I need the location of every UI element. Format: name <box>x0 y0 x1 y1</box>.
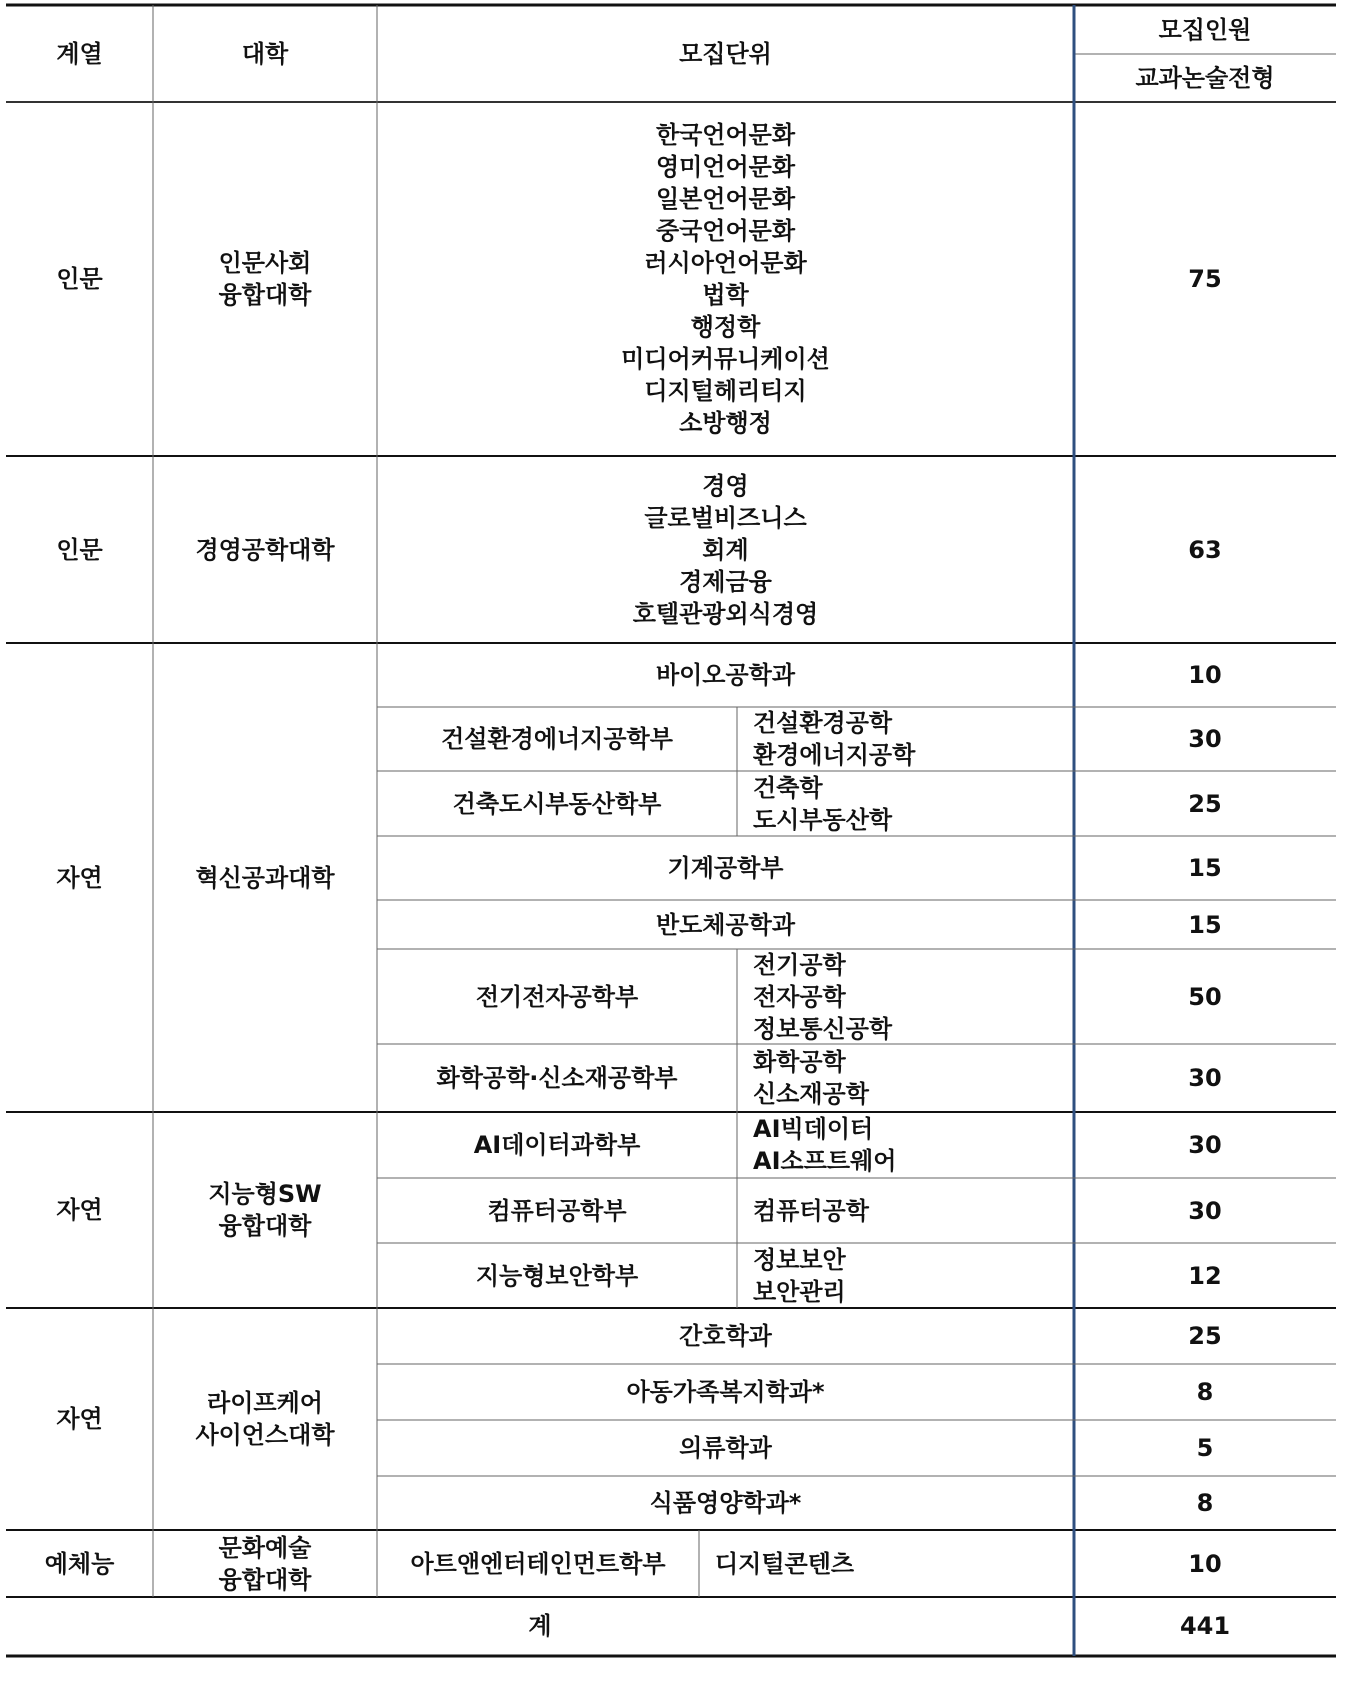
count-cell: 8 <box>1196 1378 1214 1406</box>
unit-cell: 지능형보안학부 <box>475 1261 639 1290</box>
header-recruit: 모집인원 <box>1158 16 1252 44</box>
series-cell: 인문 <box>56 265 103 293</box>
unit-list-line: 소방행정 <box>679 409 772 437</box>
major-list-line: 환경에너지공학 <box>753 741 916 769</box>
count-cell: 30 <box>1188 1064 1222 1092</box>
unit-cell: 식품영양학과* <box>649 1489 802 1517</box>
college-cell-line: 융합대학 <box>218 1212 312 1240</box>
unit-list-line: 회계 <box>702 535 749 564</box>
unit-list-line: 법학 <box>702 281 749 309</box>
unit-cell: 간호학과 <box>679 1322 772 1350</box>
unit-list-line: 행정학 <box>690 313 761 341</box>
major-list-line: 신소재공학 <box>753 1080 869 1108</box>
major-list <box>737 949 1074 1044</box>
major-list-line: 컴퓨터공학 <box>753 1196 869 1225</box>
major-list-line: 전기공학 <box>753 950 846 979</box>
major-list-line: 화학공학 <box>753 1048 846 1076</box>
unit-cell: 컴퓨터공학부 <box>487 1196 627 1225</box>
count-cell: 63 <box>1188 535 1222 564</box>
major-list <box>737 707 1074 771</box>
major-list <box>737 1178 1074 1243</box>
unit-cell: 건설환경에너지공학부 <box>441 725 673 753</box>
unit-cell: 반도체공학과 <box>655 910 796 939</box>
count-cell: 8 <box>1196 1489 1214 1517</box>
series-cell: 인문 <box>56 535 103 564</box>
series-cell: 자연 <box>56 1405 103 1433</box>
major-list <box>737 771 1074 836</box>
college-cell-line: 지능형SW <box>208 1180 322 1208</box>
series-cell: 예체능 <box>44 1549 115 1578</box>
header-college: 대학 <box>241 40 289 68</box>
unit-list-line: 영미언어문화 <box>655 153 796 181</box>
college-cell-line: 경영공학대학 <box>195 535 335 564</box>
header-unit: 모집단위 <box>679 40 772 68</box>
count-cell: 10 <box>1188 661 1222 689</box>
major-list <box>737 1044 1074 1112</box>
count-cell: 30 <box>1188 1131 1222 1159</box>
count-cell: 30 <box>1188 1196 1222 1225</box>
unit-cell: 바이오공학과 <box>655 661 796 689</box>
count-cell: 15 <box>1188 910 1222 939</box>
unit-list-line: 미디어커뮤니케이션 <box>621 345 830 373</box>
count-cell: 5 <box>1196 1434 1214 1462</box>
admissions-table <box>6 0 1345 1675</box>
college-cell <box>153 1112 377 1308</box>
count-cell: 75 <box>1188 265 1222 293</box>
series-cell: 자연 <box>56 863 103 892</box>
header-recruit-sub: 교과논술전형 <box>1135 64 1275 92</box>
major-list-line: AI소프트웨어 <box>753 1147 897 1175</box>
unit-list-line: 경영 <box>702 471 749 500</box>
unit-list-line: 중국언어문화 <box>655 217 796 245</box>
major-list-line: 건축학 <box>753 773 823 802</box>
college-cell <box>153 102 377 456</box>
major-list-line: 보안관리 <box>753 1277 846 1306</box>
total-label: 계 <box>528 1612 552 1640</box>
unit-list-line: 디지털헤리티지 <box>644 377 807 405</box>
college-cell-line: 인문사회 <box>218 249 312 277</box>
major-list-line: 정보보안 <box>753 1245 846 1274</box>
unit-list-line: 일본언어문화 <box>655 185 796 213</box>
count-cell: 30 <box>1188 725 1222 753</box>
unit-list <box>377 102 1074 456</box>
unit-list-line: 러시아언어문화 <box>644 249 807 277</box>
count-cell: 25 <box>1188 789 1222 818</box>
unit-cell: 기계공학부 <box>667 854 784 882</box>
college-cell-line: 라이프케어 <box>207 1389 323 1417</box>
unit-list-line: 경제금융 <box>679 567 772 596</box>
college-cell-line: 사이언스대학 <box>195 1421 335 1449</box>
unit-list-line: 글로벌비즈니스 <box>644 503 807 532</box>
count-cell: 12 <box>1188 1261 1222 1290</box>
college-cell-line: 문화예술 <box>218 1533 312 1562</box>
major-list-line: 정보통신공학 <box>753 1014 893 1043</box>
unit-cell: 아트앤엔터테인먼트학부 <box>410 1549 666 1578</box>
count-cell: 50 <box>1188 982 1222 1011</box>
unit-cell: AI데이터과학부 <box>473 1131 641 1159</box>
unit-list-line: 호텔관광외식경영 <box>632 599 819 628</box>
college-cell <box>153 1530 377 1597</box>
total-count: 441 <box>1179 1612 1231 1640</box>
count-cell: 25 <box>1188 1322 1222 1350</box>
college-cell <box>153 1308 377 1530</box>
college-cell-line: 융합대학 <box>218 281 312 309</box>
college-cell-line: 혁신공과대학 <box>195 863 335 892</box>
unit-cell: 아동가족복지학과* <box>626 1378 825 1406</box>
unit-cell: 의류학과 <box>679 1434 772 1462</box>
college-cell-line: 융합대학 <box>218 1565 312 1594</box>
major-list-line: AI빅데이터 <box>753 1115 874 1143</box>
major-list-line: 전자공학 <box>753 982 846 1011</box>
header-series: 계열 <box>56 40 103 68</box>
major-list-line: 건설환경공학 <box>753 709 893 737</box>
series-cell: 자연 <box>56 1196 103 1224</box>
unit-list <box>377 456 1074 643</box>
major-list-line: 디지털콘텐츠 <box>715 1549 855 1578</box>
major-list <box>699 1530 1074 1597</box>
count-cell: 10 <box>1188 1549 1222 1578</box>
unit-cell: 화학공학·신소재공학부 <box>436 1064 678 1092</box>
college-cell <box>153 643 377 1112</box>
major-list <box>737 1243 1074 1308</box>
unit-list-line: 한국언어문화 <box>655 121 796 149</box>
major-list <box>737 1112 1074 1178</box>
unit-cell: 건축도시부동산학부 <box>452 789 662 818</box>
major-list-line: 도시부동산학 <box>753 805 893 834</box>
count-cell: 15 <box>1188 854 1222 882</box>
unit-cell: 전기전자공학부 <box>475 982 639 1011</box>
college-cell <box>153 456 377 643</box>
